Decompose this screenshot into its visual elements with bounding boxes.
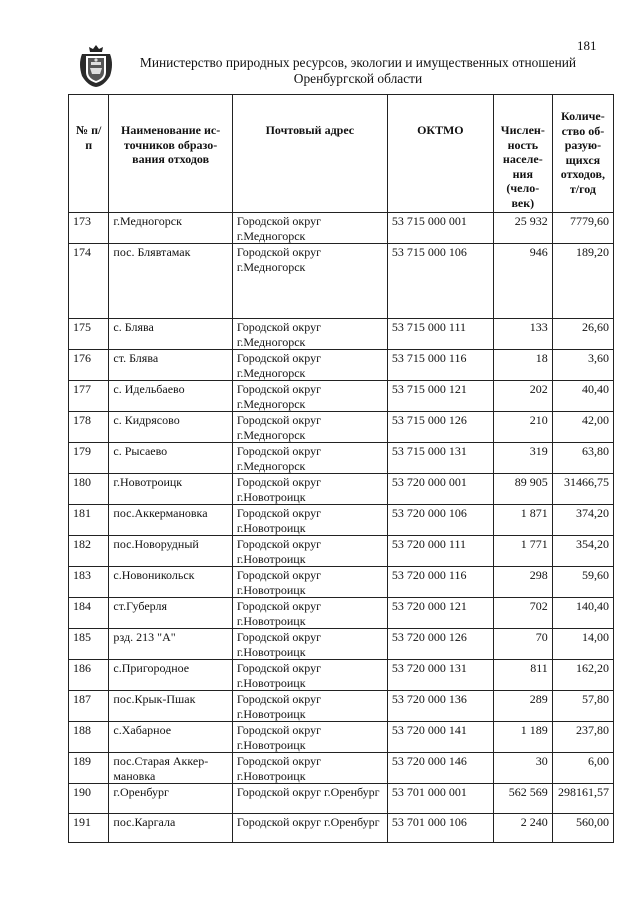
ministry-name-line2: Оренбургской области	[293, 71, 423, 86]
cell-oktmo: 53 715 000 126	[387, 412, 493, 443]
cell-name: рзд. 213 "А"	[109, 629, 232, 660]
cell-address: Городской округ г.Новотроицк	[232, 474, 387, 505]
cell-address: Городской округ г.Медногорск	[232, 412, 387, 443]
cell-address: Городской округ г.Медногорск	[232, 443, 387, 474]
ministry-header	[120, 55, 596, 87]
cell-num: 183	[69, 567, 109, 598]
cell-quantity: 237,80	[552, 722, 613, 753]
cell-num: 190	[69, 784, 109, 814]
cell-population: 811	[493, 660, 552, 691]
cell-num: 178	[69, 412, 109, 443]
cell-population: 89 905	[493, 474, 552, 505]
cell-name: с.Хабарное	[109, 722, 232, 753]
cell-address: Городской округ г.Медногорск	[232, 244, 387, 319]
cell-name: г.Новотроицк	[109, 474, 232, 505]
cell-quantity: 14,00	[552, 629, 613, 660]
table-header-row	[69, 95, 614, 213]
cell-num: 187	[69, 691, 109, 722]
cell-name: пос.Каргала	[109, 813, 232, 843]
cell-quantity: 162,20	[552, 660, 613, 691]
cell-oktmo: 53 715 000 116	[387, 350, 493, 381]
table-row	[69, 598, 614, 629]
table-body	[69, 213, 614, 843]
cell-num: 173	[69, 213, 109, 244]
cell-population: 319	[493, 443, 552, 474]
cell-address: Городской округ г.Новотроицк	[232, 722, 387, 753]
cell-population: 2 240	[493, 813, 552, 843]
table-row	[69, 319, 614, 350]
cell-name: с. Блява	[109, 319, 232, 350]
cell-address: Городской округ г.Новотроицк	[232, 536, 387, 567]
cell-address: Городской округ г.Медногорск	[232, 350, 387, 381]
cell-oktmo: 53 715 000 121	[387, 381, 493, 412]
cell-quantity: 57,80	[552, 691, 613, 722]
cell-name: пос.Новорудный	[109, 536, 232, 567]
cell-quantity: 189,20	[552, 244, 613, 319]
table-row	[69, 629, 614, 660]
cell-population: 946	[493, 244, 552, 319]
cell-address: Городской округ г.Оренбург	[232, 784, 387, 814]
cell-name: г.Оренбург	[109, 784, 232, 814]
cell-quantity: 140,40	[552, 598, 613, 629]
cell-population: 202	[493, 381, 552, 412]
table-row	[69, 213, 614, 244]
cell-name: г.Медногорск	[109, 213, 232, 244]
cell-quantity: 374,20	[552, 505, 613, 536]
cell-num: 177	[69, 381, 109, 412]
cell-num: 188	[69, 722, 109, 753]
cell-num: 181	[69, 505, 109, 536]
cell-oktmo: 53 720 000 106	[387, 505, 493, 536]
ministry-name-line1: Министерство природных ресурсов, экологии и имущественных отношений	[139, 55, 577, 70]
cell-oktmo: 53 720 000 146	[387, 753, 493, 784]
cell-oktmo: 53 720 000 121	[387, 598, 493, 629]
cell-population: 18	[493, 350, 552, 381]
table-row	[69, 474, 614, 505]
table-row	[69, 350, 614, 381]
table-row	[69, 722, 614, 753]
cell-num: 180	[69, 474, 109, 505]
cell-oktmo: 53 720 000 111	[387, 536, 493, 567]
cell-oktmo: 53 720 000 116	[387, 567, 493, 598]
header-address: Почтовый адрес	[232, 95, 387, 213]
table-row	[69, 784, 614, 814]
cell-name: ст. Блява	[109, 350, 232, 381]
cell-quantity: 26,60	[552, 319, 613, 350]
cell-name: пос.Крык-Пшак	[109, 691, 232, 722]
cell-population: 210	[493, 412, 552, 443]
table-row	[69, 412, 614, 443]
table-row	[69, 813, 614, 843]
cell-num: 185	[69, 629, 109, 660]
cell-oktmo: 53 715 000 106	[387, 244, 493, 319]
header-oktmo: ОКТМО	[387, 95, 493, 213]
cell-quantity: 7779,60	[552, 213, 613, 244]
cell-address: Городской округ г.Новотроицк	[232, 660, 387, 691]
cell-quantity: 298161,57	[552, 784, 613, 814]
cell-name: с. Идельбаево	[109, 381, 232, 412]
orenburg-coat-of-arms-icon	[76, 42, 116, 88]
cell-name: с. Рысаево	[109, 443, 232, 474]
cell-address: Городской округ г.Медногорск	[232, 381, 387, 412]
cell-oktmo: 53 701 000 106	[387, 813, 493, 843]
cell-population: 133	[493, 319, 552, 350]
header-num: № п/п	[69, 95, 109, 213]
cell-name: с.Пригородное	[109, 660, 232, 691]
cell-quantity: 42,00	[552, 412, 613, 443]
table-row	[69, 691, 614, 722]
table-row	[69, 381, 614, 412]
cell-name: пос.Старая Аккер-мановка	[109, 753, 232, 784]
cell-num: 174	[69, 244, 109, 319]
cell-oktmo: 53 701 000 001	[387, 784, 493, 814]
cell-address: Городской округ г.Новотроицк	[232, 598, 387, 629]
cell-num: 184	[69, 598, 109, 629]
table-row	[69, 753, 614, 784]
cell-name: с.Новоникольск	[109, 567, 232, 598]
header-quantity: Количе-ство об-разую-щихся отходов, т/год	[552, 95, 613, 213]
cell-quantity: 354,20	[552, 536, 613, 567]
table-row	[69, 536, 614, 567]
cell-oktmo: 53 720 000 001	[387, 474, 493, 505]
table-row	[69, 443, 614, 474]
table-row	[69, 244, 614, 319]
cell-population: 702	[493, 598, 552, 629]
cell-num: 191	[69, 813, 109, 843]
header-name: Наименование ис-точников образо-вания отходов	[109, 95, 232, 213]
cell-quantity: 40,40	[552, 381, 613, 412]
cell-oktmo: 53 720 000 136	[387, 691, 493, 722]
cell-oktmo: 53 715 000 131	[387, 443, 493, 474]
table-row	[69, 567, 614, 598]
table-row	[69, 660, 614, 691]
cell-oktmo: 53 715 000 111	[387, 319, 493, 350]
cell-population: 25 932	[493, 213, 552, 244]
cell-oktmo: 53 720 000 126	[387, 629, 493, 660]
cell-population: 562 569	[493, 784, 552, 814]
cell-name: пос.Аккермановка	[109, 505, 232, 536]
cell-population: 289	[493, 691, 552, 722]
cell-name: ст.Губерля	[109, 598, 232, 629]
cell-quantity: 63,80	[552, 443, 613, 474]
cell-num: 175	[69, 319, 109, 350]
cell-population: 1 871	[493, 505, 552, 536]
cell-oktmo: 53 720 000 141	[387, 722, 493, 753]
cell-quantity: 3,60	[552, 350, 613, 381]
waste-sources-table	[68, 94, 614, 843]
cell-num: 189	[69, 753, 109, 784]
cell-address: Городской округ г.Медногорск	[232, 213, 387, 244]
cell-name: пос. Блявтамак	[109, 244, 232, 319]
page-number: 181	[577, 38, 597, 53]
cell-num: 182	[69, 536, 109, 567]
cell-population: 298	[493, 567, 552, 598]
table-row	[69, 505, 614, 536]
cell-address: Городской округ г.Медногорск	[232, 319, 387, 350]
cell-address: Городской округ г.Оренбург	[232, 813, 387, 843]
cell-name: с. Кидрясово	[109, 412, 232, 443]
cell-population: 1 189	[493, 722, 552, 753]
cell-address: Городской округ г.Новотроицк	[232, 753, 387, 784]
cell-population: 70	[493, 629, 552, 660]
cell-address: Городской округ г.Новотроицк	[232, 629, 387, 660]
cell-address: Городской округ г.Новотроицк	[232, 505, 387, 536]
cell-population: 1 771	[493, 536, 552, 567]
cell-oktmo: 53 720 000 131	[387, 660, 493, 691]
cell-population: 30	[493, 753, 552, 784]
cell-oktmo: 53 715 000 001	[387, 213, 493, 244]
cell-address: Городской округ г.Новотроицк	[232, 691, 387, 722]
cell-quantity: 560,00	[552, 813, 613, 843]
cell-num: 176	[69, 350, 109, 381]
cell-num: 186	[69, 660, 109, 691]
cell-quantity: 59,60	[552, 567, 613, 598]
cell-address: Городской округ г.Новотроицк	[232, 567, 387, 598]
cell-quantity: 6,00	[552, 753, 613, 784]
cell-quantity: 31466,75	[552, 474, 613, 505]
header-population: Числен-ность населе-ния (чело-век)	[493, 95, 552, 213]
cell-num: 179	[69, 443, 109, 474]
